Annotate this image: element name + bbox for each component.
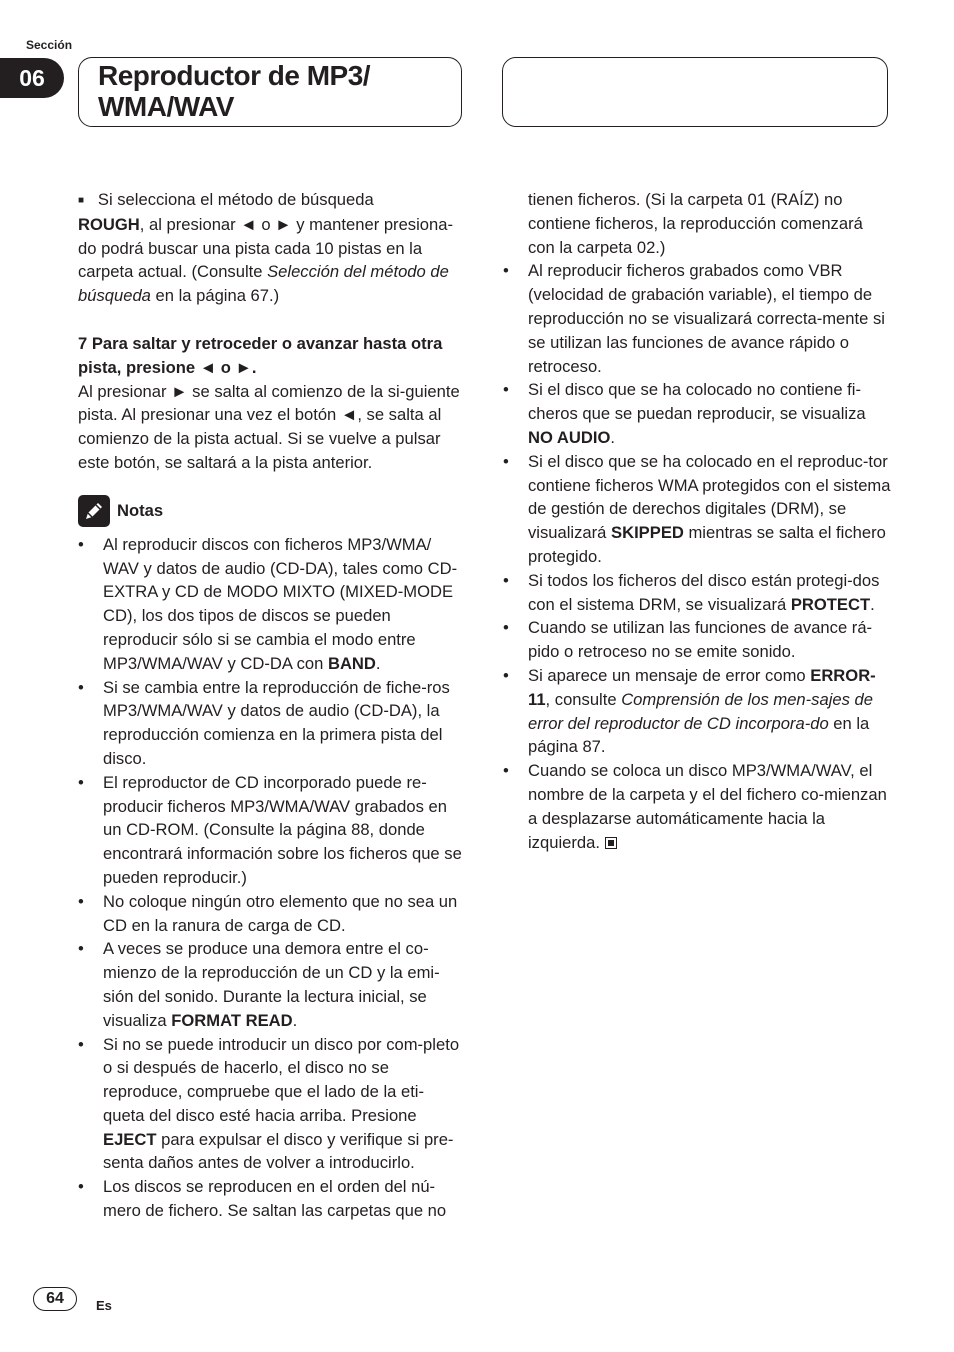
list-item: • Al reproducir discos con ficheros MP3/WMA/ WAV y datos de audio (CD-DA), tales como CD-EXTRA y CD de MODO MIXTO (MIXED-MODE CD), los dos tipos de discos se pueden reproducir sólo si se cambia el modo entre MP3/WMA/WAV y CD-DA con BAND. (78, 534, 458, 673)
list-item: • Al reproducir ficheros grabados como VBR (velocidad de grabación variable), el tiempo de reproducción no se visualizará correcta-mente si se utilizan las funciones de avance rápido o retroceso. (503, 261, 885, 376)
list-item: • Si aparece un mensaje de error como ERROR-11, consulte Comprensión de los men-sajes de error del reproductor de CD incorpora-do en la página 87. (503, 665, 876, 757)
square-bullet-icon: ■ (78, 195, 85, 206)
end-mark-icon (605, 837, 617, 849)
step-7-heading: 7 Para saltar y retroceder o avanzar hasta otra pista, presione ◄ o ►. (78, 333, 443, 377)
list-item: • Si el disco que se ha colocado no contiene fi-cheros que se puedan reproducir, se visualiza NO AUDIO. (503, 380, 866, 447)
bullet-icon: • (78, 534, 84, 554)
notes-label: Notas (117, 500, 164, 520)
list-item: • Cuando se coloca un disco MP3/WMA/WAV, el nombre de la carpeta y el del fichero co-mienzan a desplazarse automáticamente hacia la izquierda. (503, 761, 887, 852)
list-item: • Cuando se utilizan las funciones de avance rá-pido o retroceso no se emite sonido. (503, 618, 873, 662)
section-number-badge: 06 (0, 58, 64, 98)
step-7-body: Al presionar ► se salta al comienzo de la si-guiente pista. Al presionar una vez el botón ◄, se salta al comienzo de la pista actual. Si se vuelve a pulsar este botón, se saltará a la pista anterior. (78, 381, 460, 472)
list-item: • A veces se produce una demora entre el co-mienzo de la reproducción de un CD y la emi-sión del sonido. Durante la lectura inicial, se visualiza FORMAT READ. (78, 939, 440, 1030)
list-item: • Si se cambia entre la reproducción de fiche-ros MP3/WMA/WAV y datos de audio (CD-DA), la reproducción comienza en la primera pista del disco. (78, 677, 450, 768)
bullet-icon: • (78, 939, 84, 959)
page-title-line1: Reproductor de MP3/ (98, 60, 371, 91)
bullet-icon: • (503, 618, 509, 638)
page-title-line2: WMA/WAV (98, 91, 234, 122)
notes-heading (78, 495, 465, 527)
list-item: • Si todos los ficheros del disco están protegi-dos con el sistema DRM, se visualizará PROTECT. (503, 570, 880, 614)
blank-header-frame (502, 57, 888, 127)
language-code: Es (96, 1298, 112, 1313)
page-title (98, 60, 438, 122)
list-item: • No coloque ningún otro elemento que no sea un CD en la ranura de carga de CD. (78, 891, 458, 935)
list-item: • El reproductor de CD incorporado puede re-producir ficheros MP3/WMA/WAV grabados en un CD-ROM. (Consulte la página 88, donde encontrará información sobre los ficheros que se pueden reproducir.) (78, 772, 462, 887)
bullet-icon: • (503, 451, 509, 471)
right-column (503, 188, 891, 854)
continuation-paragraph: tienen ficheros. (Si la carpeta 01 (RAÍZ) no contiene ficheros, la reproducción comenzará con la carpeta 02.) (528, 190, 863, 257)
bullet-icon: • (78, 1034, 84, 1054)
page-number: 64 (33, 1287, 77, 1311)
left-column (78, 188, 465, 1223)
list-item: • Si el disco que se ha colocado en el reproduc-tor contiene ficheros WMA protegidos con el sistema de gestión de derechos digitales (DRM), se visualizará SKIPPED mientras se salta el fichero protegido. (503, 451, 891, 566)
bullet-icon: • (503, 761, 509, 781)
bullet-icon: • (78, 1177, 84, 1197)
bullet-icon: • (503, 665, 509, 685)
bullet-icon: • (503, 570, 509, 590)
pencil-icon (78, 495, 110, 527)
bullet-icon: • (78, 891, 84, 911)
bullet-icon: • (78, 677, 84, 697)
list-item: • Los discos se reproducen en el orden del nú-mero de fichero. Se saltan las carpetas que no (78, 1177, 447, 1221)
section-label: Sección (26, 38, 73, 52)
bullet-icon: • (78, 772, 84, 792)
bullet-icon: • (503, 380, 509, 400)
rough-search-paragraph: ■ Si selecciona el método de búsqueda ROUGH, al presionar ◄ o ► y mantener presiona-do podrá buscar una pista cada 10 pistas en la carpeta actual. (Consulte Selección del método de búsqueda en la página 67.) (78, 190, 454, 306)
bullet-icon: • (503, 261, 509, 281)
list-item: • Si no se puede introducir un disco por com-pleto o si después de hacerlo, el disco no se reproduce, compruebe que el lado de la eti-queta del disco esté hacia arriba. Presione EJECT para expulsar el disco y verifique si pre-senta daños antes de volver a introducirlo. (78, 1034, 460, 1173)
